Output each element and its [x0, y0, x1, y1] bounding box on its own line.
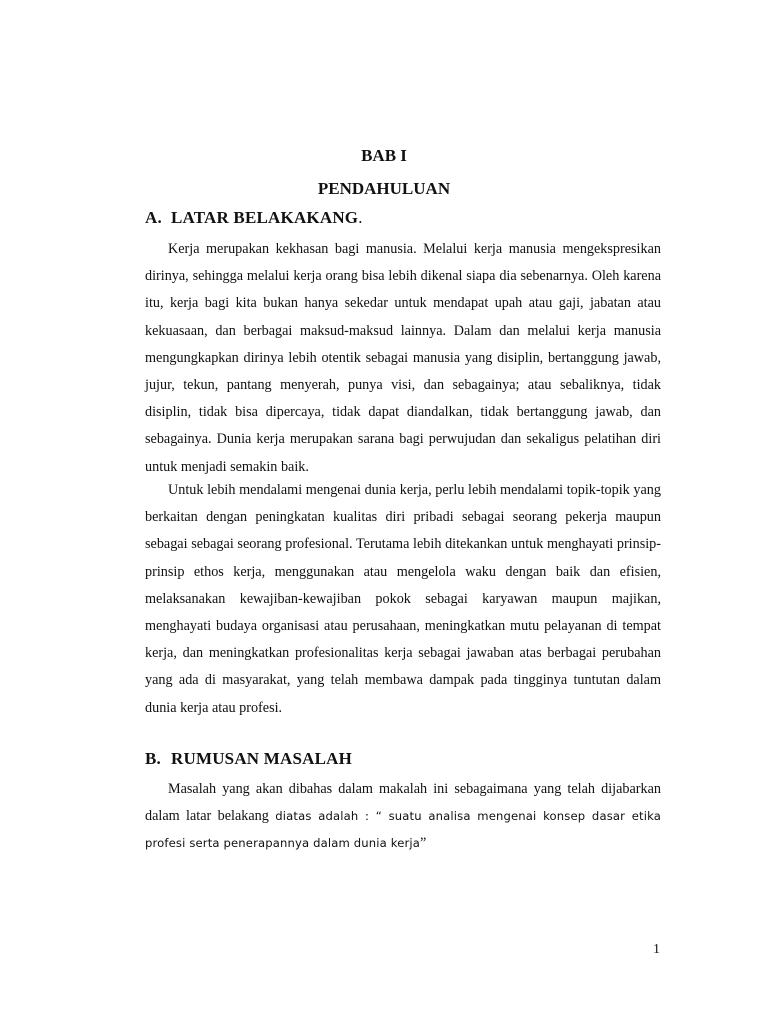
section-letter: A.: [145, 208, 162, 227]
chapter-title: PENDAHULUAN: [317, 179, 451, 198]
section-heading-b: [145, 749, 352, 769]
rumusan-intro-text: Masalah yang akan dibahas dalam makalah ini sebagaimana yang telah dijabarkan dalam latar belakang: [145, 781, 661, 825]
rumusan-quote-text: diatas adalah : “ suatu analisa mengenai konsep dasar etika profesi serta penerapannya dalam dunia kerja: [145, 809, 662, 851]
section-heading-a: [145, 208, 363, 228]
chapter-number: BAB I: [361, 146, 407, 165]
section-title: RUMUSAN MASALAH: [171, 749, 353, 768]
paragraph-latar-1: Kerja merupakan kekhasan bagi manusia. Melalui kerja manusia mengekspresikan dirinya, sehingga melalui kerja orang bisa lebih dikenal siapa dia sebenarnya. Oleh karena itu, kerja bagi kita bukan hanya sekedar untuk mendapat upah atau gaji, jabatan atau kekuasaan, dan berbagai maksud-maksud lainnya. Dalam dan melalui kerja manusia mengungkapkan dirinya lebih otentik sebagai manusia yang disiplin, bertanggung jawab, jujur, tekun, pantang menyerah, punya visi, dan sebagainya; atau sebaliknya, tidak disiplin, tidak bisa dipercaya, tidak dapat diandalkan, tidak bertanggung jawab, dan sebagainya. Dunia kerja merupakan sarana bagi perwujudan dan sekaligus pelatihan diri untuk menjadi semakin baik.: [145, 241, 661, 475]
section-title-suffix: .: [358, 208, 363, 227]
paragraph-latar-2: Untuk lebih mendalami mengenai dunia kerja, perlu lebih mendalami topik-topik yang berkaitan dengan peningkatan kualitas diri pribadi sebagai seorang pekerja maupun sebagai sebagai seorang profesional. Terutama lebih ditekankan untuk menghayati prinsip-prinsip ethos kerja, menggunakan atau mengelola waku dengan baik dan efisien, melaksanakan kewajiban-kewajiban pokok sebagai karyawan maupun majikan, menghayati budaya organisasi atau perusahaan, meningkatkan mutu pelayanan di tempat kerja, dan meningkatkan profesionalitas kerja sebagai jawaban atas berbagai perubahan yang ada di masyarakat, yang telah membawa dampak pada tingginya tuntutan dalam dunia kerja atau profesi.: [145, 482, 661, 716]
section-letter: B.: [145, 749, 161, 768]
section-title: LATAR BELAKAKANG: [171, 208, 359, 227]
paragraph-rumusan: [145, 776, 661, 858]
rumusan-close-quote: ”: [420, 835, 427, 852]
page-number: 1: [653, 942, 660, 957]
